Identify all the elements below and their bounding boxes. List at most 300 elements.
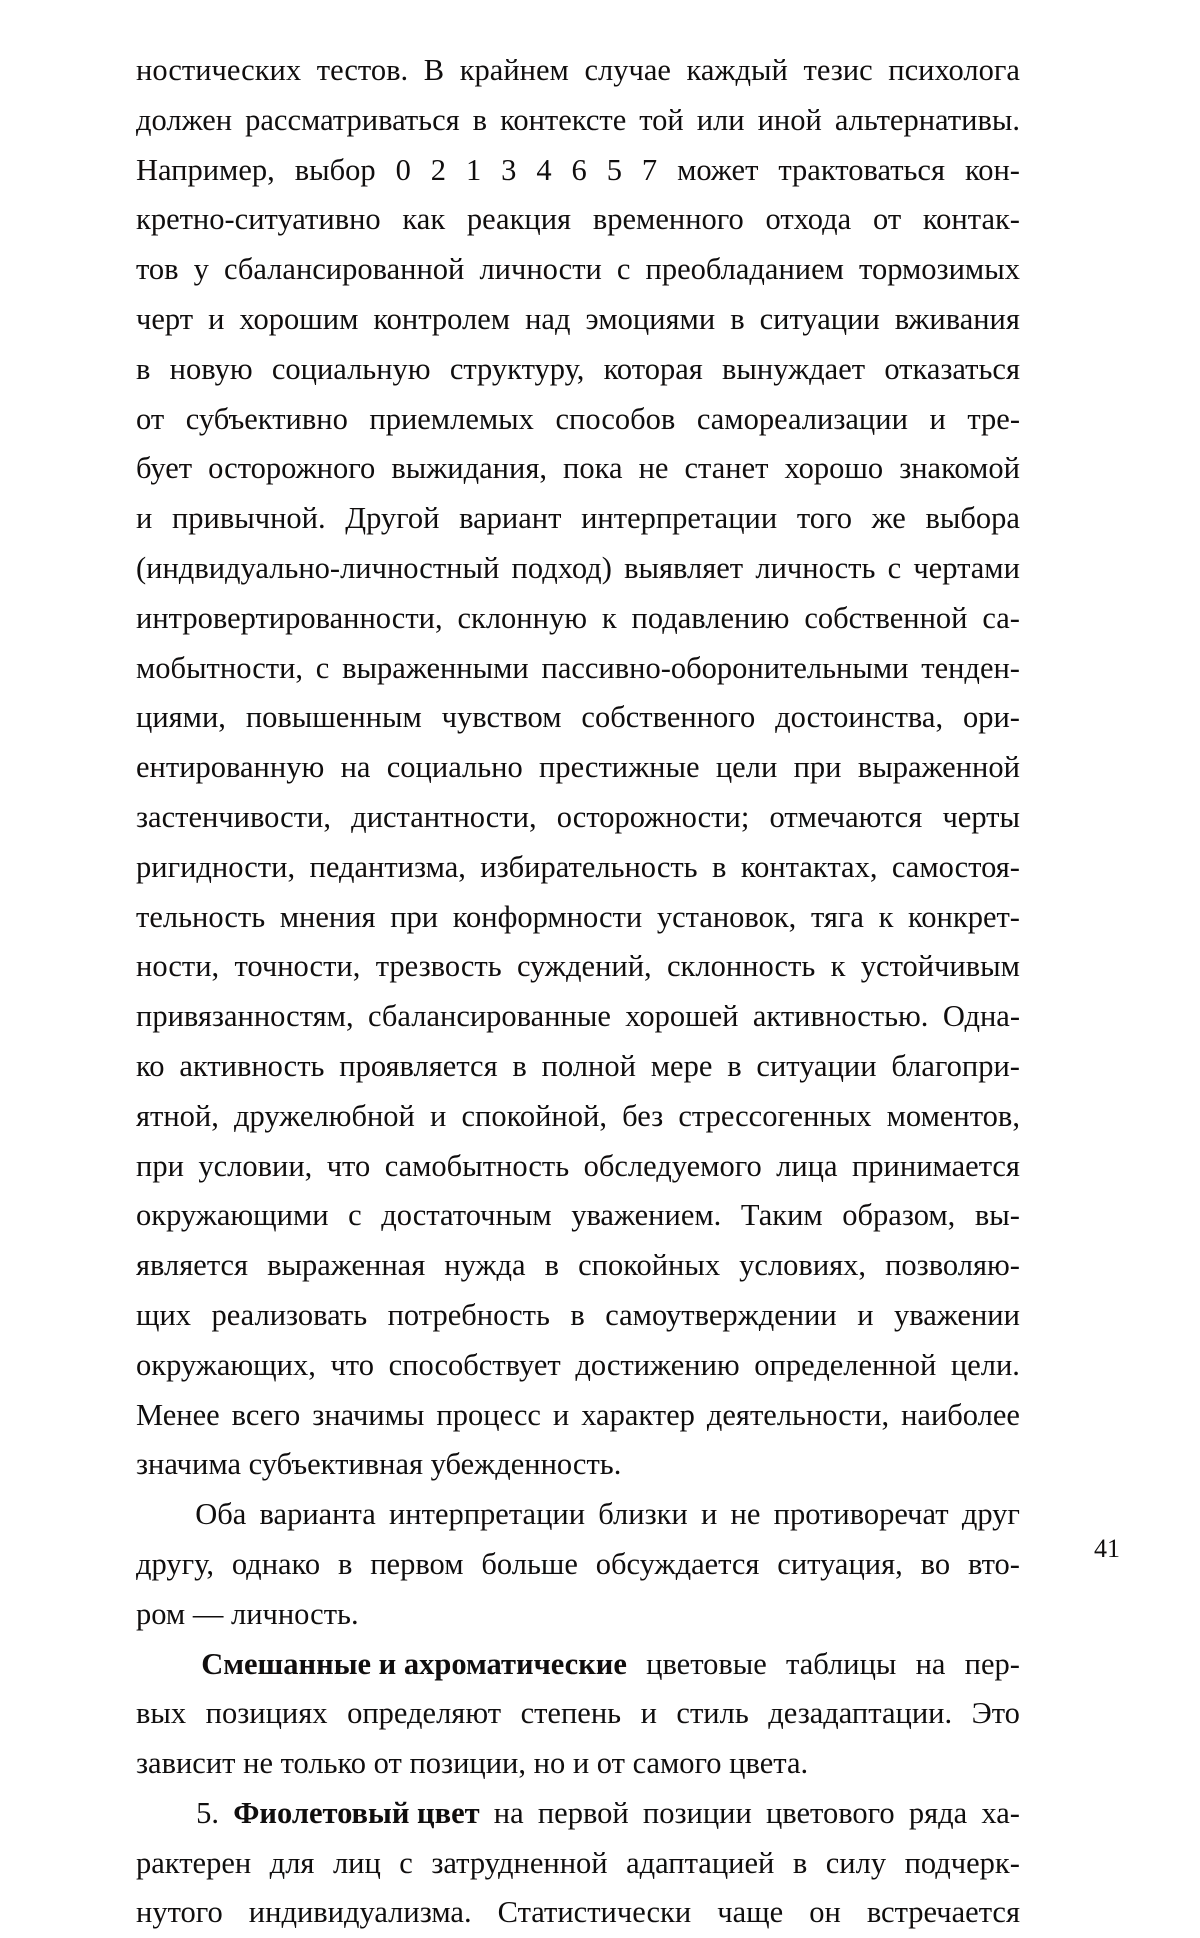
- word: и: [929, 401, 946, 436]
- word: 5: [606, 152, 622, 187]
- word: 6: [571, 152, 587, 187]
- word: Это: [971, 1696, 1020, 1731]
- text-line: [136, 793, 1020, 843]
- word: самостоя-: [891, 849, 1020, 884]
- word: спокойных: [578, 1248, 721, 1283]
- word: 1: [465, 152, 482, 187]
- word: престижные: [539, 750, 700, 785]
- word: рассматриваться: [245, 102, 460, 137]
- word: тов: [136, 252, 179, 287]
- text-line: [136, 544, 1020, 594]
- line-text: значима субъективная убежденность.: [136, 1447, 622, 1482]
- word: при: [136, 1148, 184, 1183]
- word: позициях: [205, 1696, 328, 1731]
- word: дружелюбной: [234, 1098, 415, 1133]
- word: может: [677, 152, 759, 187]
- word: вы-: [974, 1198, 1020, 1233]
- word: и: [430, 1098, 447, 1133]
- word: тре-: [967, 401, 1020, 436]
- word: степень: [520, 1696, 622, 1731]
- word: 3: [501, 152, 517, 187]
- word: цели.: [950, 1347, 1020, 1382]
- word: бует: [136, 451, 193, 486]
- word: позволяю-: [885, 1248, 1020, 1283]
- word: устойчивым: [860, 949, 1020, 984]
- word: 4: [536, 152, 552, 187]
- word: приемлемых: [369, 401, 534, 436]
- word: затрудненной: [431, 1845, 608, 1880]
- word: стрессогенных: [678, 1098, 872, 1133]
- word: собственного: [581, 700, 756, 735]
- word: пер-: [964, 1646, 1020, 1681]
- paragraph: [136, 46, 1020, 1490]
- word: чувством: [441, 700, 562, 735]
- word: потребность: [387, 1297, 550, 1332]
- word: цветовые: [646, 1646, 767, 1681]
- word: рактерен: [136, 1845, 252, 1880]
- word: проявляется: [339, 1048, 498, 1083]
- word: контролем: [373, 301, 511, 336]
- word: в: [727, 1048, 742, 1083]
- word: преобладанием: [645, 252, 844, 287]
- word: больше: [481, 1546, 578, 1581]
- word: ори-: [962, 700, 1020, 735]
- word: которая: [603, 351, 703, 386]
- list-number: 5.: [196, 1795, 220, 1830]
- word: лиц: [332, 1845, 381, 1880]
- word: мнения: [279, 899, 376, 934]
- word: кон-: [964, 152, 1020, 187]
- word: на: [915, 1646, 946, 1681]
- word: окружающих,: [136, 1347, 316, 1382]
- word: в: [472, 102, 488, 137]
- word: Одна-: [942, 999, 1020, 1034]
- word: чертами: [913, 550, 1020, 585]
- word: отмечаются: [769, 799, 923, 834]
- word: достоинства,: [775, 700, 944, 735]
- word: той: [639, 102, 684, 137]
- word: что: [330, 1347, 374, 1382]
- word: условии,: [198, 1148, 313, 1183]
- word: полной: [541, 1048, 636, 1083]
- word: хорошим: [239, 301, 359, 336]
- word: кретно-ситуативно: [136, 202, 381, 237]
- text-line: [136, 444, 1020, 494]
- word: условиях,: [739, 1248, 867, 1283]
- paragraph-indent: [136, 1789, 182, 1839]
- word: подавлению: [631, 600, 790, 635]
- word: тестов.: [316, 53, 409, 87]
- word: достижению: [575, 1347, 740, 1382]
- word: принимается: [851, 1148, 1020, 1183]
- word: первой: [537, 1795, 629, 1830]
- word: с: [399, 1845, 413, 1880]
- word: близки: [598, 1497, 688, 1532]
- text-line: [136, 1540, 1020, 1590]
- text-line: [136, 1789, 1020, 1839]
- word: дистантности,: [351, 799, 537, 834]
- word: стиль: [676, 1696, 749, 1731]
- word: трактоваться: [778, 152, 945, 187]
- word: Другой: [345, 501, 440, 536]
- word: привязанностям,: [136, 999, 354, 1034]
- word: ригидности,: [136, 849, 296, 884]
- word: точности,: [234, 949, 361, 984]
- word: подход): [511, 550, 612, 585]
- word: самоутверждении: [605, 1297, 837, 1332]
- word: же: [871, 501, 906, 536]
- word: ситуация,: [777, 1546, 903, 1581]
- word: мере: [650, 1048, 713, 1083]
- word: сбалансированные: [368, 999, 611, 1034]
- word: склонную: [457, 600, 587, 635]
- word: окружающими: [136, 1198, 329, 1233]
- word: ситуации: [756, 1048, 877, 1083]
- text-line: [136, 96, 1020, 146]
- word: хорошо: [784, 451, 884, 486]
- word: циями,: [136, 700, 226, 735]
- word: в: [792, 1845, 808, 1880]
- word: является: [136, 1248, 249, 1283]
- word: избирательность: [480, 849, 698, 884]
- word: в: [136, 351, 151, 386]
- word: вых: [136, 1696, 187, 1731]
- word: подчерк-: [904, 1845, 1020, 1880]
- word: крайнем: [459, 53, 569, 87]
- word: структуру,: [449, 351, 585, 386]
- word: иной: [757, 102, 822, 137]
- word: знакомой: [899, 451, 1020, 486]
- word: выбор: [294, 152, 376, 187]
- word: выявляет: [624, 550, 744, 585]
- word: активностью.: [752, 999, 929, 1034]
- word: обследуемого: [583, 1148, 762, 1183]
- paragraph: [136, 1490, 1020, 1639]
- word: позиции: [642, 1795, 752, 1830]
- text-line: [136, 146, 1020, 196]
- word: к: [878, 899, 894, 934]
- line-text: ром — личность.: [136, 1596, 359, 1631]
- word: осторожного: [208, 451, 376, 486]
- word: пассивно-оборонительными: [541, 650, 909, 685]
- text-line: [136, 245, 1020, 295]
- paragraph: [136, 1640, 1020, 1789]
- word: активность: [179, 1048, 325, 1083]
- text-line: [136, 1391, 1020, 1441]
- word: 2: [430, 152, 447, 187]
- word: отхода: [765, 202, 852, 237]
- word: отказаться: [884, 351, 1020, 386]
- word: к: [601, 600, 617, 635]
- word: социальную: [271, 351, 431, 386]
- word: Менее: [136, 1397, 220, 1432]
- word: достаточным: [381, 1198, 552, 1233]
- word: в: [544, 1248, 560, 1283]
- word: личности: [479, 252, 602, 287]
- text-line: [136, 1839, 1020, 1889]
- bold-lead-in: Фиолетовый цвет: [233, 1795, 480, 1830]
- text-line: [136, 843, 1020, 893]
- text-line: [136, 1291, 1020, 1341]
- text-line: [136, 494, 1020, 544]
- word: лица: [776, 1148, 838, 1183]
- text-line: [136, 1440, 1020, 1490]
- word: значимы: [312, 1397, 425, 1432]
- word: эмоциями: [585, 301, 716, 336]
- word: вариант: [459, 501, 562, 536]
- word: на: [493, 1795, 524, 1830]
- word: интерпретации: [388, 1497, 586, 1532]
- word: контактах,: [740, 849, 878, 884]
- word: (индвидуально-личностный: [136, 550, 500, 585]
- paragraph: [136, 1789, 1020, 1938]
- word: ко: [136, 1048, 165, 1083]
- word: варианта: [259, 1497, 376, 1532]
- word: собственной: [804, 600, 968, 635]
- word: от: [136, 401, 165, 436]
- body-text-column: [136, 46, 1020, 1938]
- word: процесс: [436, 1397, 541, 1432]
- word: адаптацией: [626, 1845, 775, 1880]
- word: интерпретации: [581, 501, 778, 536]
- word: повышенным: [245, 700, 422, 735]
- word: у: [193, 252, 209, 287]
- word: наиболее: [901, 1397, 1020, 1432]
- word: ностических: [136, 53, 302, 87]
- word: случае: [584, 53, 671, 87]
- word: и: [857, 1297, 874, 1332]
- word: установок,: [656, 899, 797, 934]
- text-line: [136, 1191, 1020, 1241]
- word: Таким: [740, 1198, 823, 1233]
- word: конформности: [452, 899, 643, 934]
- word: уважением.: [571, 1198, 722, 1233]
- word: каждый: [686, 53, 788, 87]
- word: ентированную: [136, 750, 325, 785]
- text-line: [136, 644, 1020, 694]
- word: новую: [169, 351, 253, 386]
- word: выраженной: [857, 750, 1020, 785]
- word: пока: [563, 451, 623, 486]
- word: чаще: [717, 1895, 784, 1930]
- word: друг: [961, 1497, 1020, 1532]
- word: при: [793, 750, 842, 785]
- word: интровертированности,: [136, 600, 443, 635]
- word: всего: [231, 1397, 301, 1432]
- word: на: [340, 750, 371, 785]
- word: конкрет-: [908, 899, 1020, 934]
- word: выжидания,: [391, 451, 547, 486]
- word: должен: [136, 102, 233, 137]
- word: обсуждается: [595, 1546, 760, 1581]
- word: ситуации: [759, 301, 880, 336]
- word: другу,: [136, 1546, 214, 1581]
- word: первом: [370, 1546, 464, 1581]
- word: над: [525, 301, 571, 336]
- text-line: [136, 942, 1020, 992]
- word: мобытности,: [136, 650, 304, 685]
- word: без: [622, 1098, 664, 1133]
- word: педантизма,: [309, 849, 466, 884]
- bold-lead-in: Смешанные и ахроматические: [201, 1646, 627, 1681]
- text-line: [136, 1739, 1020, 1789]
- text-line: [136, 1092, 1020, 1142]
- word: определенной: [754, 1347, 937, 1382]
- word: ности,: [136, 949, 220, 984]
- word: контак-: [922, 202, 1020, 237]
- word: встречается: [866, 1895, 1020, 1930]
- word: самобытность: [384, 1148, 570, 1183]
- word: в: [512, 1048, 527, 1083]
- word: склонность: [667, 949, 816, 984]
- word: суждений,: [516, 949, 652, 984]
- word: выбора: [925, 501, 1020, 536]
- word: временного: [592, 202, 744, 237]
- word: 0: [395, 152, 411, 187]
- word: спокойной,: [461, 1098, 607, 1133]
- word: трезвость: [375, 949, 502, 984]
- word: не: [730, 1497, 761, 1532]
- word: застенчивости,: [136, 799, 331, 834]
- word: индивидуализма.: [248, 1895, 472, 1930]
- word: в: [570, 1297, 585, 1332]
- word: таблицы: [786, 1646, 897, 1681]
- word: хорошей: [625, 999, 739, 1034]
- word: образом,: [842, 1198, 956, 1233]
- text-line: [136, 1640, 1020, 1690]
- word: цели: [715, 750, 778, 785]
- word: социально: [386, 750, 523, 785]
- word: для: [269, 1845, 315, 1880]
- word: тяга: [810, 899, 864, 934]
- word: 7: [641, 152, 658, 187]
- word: с: [348, 1198, 362, 1233]
- word: он: [809, 1895, 841, 1930]
- word: характер: [581, 1397, 695, 1432]
- word: личность: [755, 550, 876, 585]
- word: от: [872, 202, 902, 237]
- word: и: [552, 1397, 570, 1432]
- word: контексте: [500, 102, 627, 137]
- word: и: [640, 1696, 657, 1731]
- word: способов: [555, 401, 676, 436]
- text-line: [136, 1490, 1020, 1540]
- word: при: [390, 899, 439, 934]
- word: субъективно: [185, 401, 348, 436]
- word: нутого: [136, 1895, 223, 1930]
- word: нужда: [444, 1248, 526, 1283]
- word: того: [796, 501, 852, 536]
- page-number: 41: [1094, 1534, 1120, 1563]
- word: и: [208, 301, 225, 336]
- word: цветового: [765, 1795, 895, 1830]
- word: или: [696, 102, 745, 137]
- text-line: [136, 1689, 1020, 1739]
- word: силу: [825, 1845, 887, 1880]
- text-line: [136, 195, 1020, 245]
- word: уважении: [893, 1297, 1020, 1332]
- word: в: [337, 1546, 353, 1581]
- word: к: [830, 949, 846, 984]
- word: с: [315, 650, 330, 685]
- word: тормозимых: [859, 252, 1020, 287]
- paragraph-indent: [136, 1490, 182, 1540]
- word: альтернативы.: [834, 102, 1020, 137]
- word: черты: [942, 799, 1020, 834]
- word: тельность: [136, 899, 266, 934]
- paragraph-indent: [136, 1640, 182, 1690]
- word: с: [887, 550, 902, 585]
- word: дезадаптации.: [768, 1696, 953, 1731]
- text-line: [136, 743, 1020, 793]
- word: что: [326, 1148, 371, 1183]
- word: благопри-: [891, 1048, 1020, 1083]
- text-line: [136, 395, 1020, 445]
- word: привычной.: [171, 501, 326, 536]
- word: вынуждает: [722, 351, 866, 386]
- word: сбалансированной: [223, 252, 465, 287]
- word: ятной,: [136, 1098, 219, 1133]
- word: реализовать: [211, 1297, 368, 1332]
- word: в: [712, 849, 727, 884]
- word: вто-: [967, 1546, 1020, 1581]
- word: моментов,: [886, 1098, 1020, 1133]
- text-line: [136, 1888, 1020, 1938]
- word: вживания: [894, 301, 1020, 336]
- text-line: [136, 46, 1020, 96]
- word: деятельности,: [706, 1397, 890, 1432]
- word: тенден-: [921, 650, 1020, 685]
- text-line: [136, 1241, 1020, 1291]
- word: Статистически: [497, 1895, 692, 1930]
- text-line: [136, 1042, 1020, 1092]
- word: станет: [684, 451, 769, 486]
- text-line: [136, 693, 1020, 743]
- word: реакция: [466, 202, 572, 237]
- word: и: [136, 501, 153, 536]
- word: черт: [136, 301, 194, 336]
- word: противоречат: [773, 1497, 949, 1532]
- word: осторожности;: [556, 799, 750, 834]
- word: с: [616, 252, 631, 287]
- word: во: [920, 1546, 951, 1581]
- word: самореализации: [696, 401, 908, 436]
- word: В: [423, 53, 445, 87]
- word: и: [700, 1497, 718, 1532]
- word: ха-: [981, 1795, 1020, 1830]
- line-text: зависит не только от позиции, но и от самого цвета.: [136, 1746, 809, 1781]
- text-line: [136, 594, 1020, 644]
- word: ряда: [908, 1795, 968, 1830]
- text-line: [136, 295, 1020, 345]
- word: са-: [982, 600, 1020, 635]
- text-line: [136, 1341, 1020, 1391]
- word: в: [730, 301, 745, 336]
- word: Оба: [195, 1497, 247, 1532]
- text-line: [136, 345, 1020, 395]
- word: выраженными: [342, 650, 529, 685]
- word: не: [638, 451, 669, 486]
- word: способствует: [388, 1347, 561, 1382]
- word: Например,: [136, 152, 275, 187]
- word: выраженная: [267, 1248, 426, 1283]
- word: щих: [136, 1297, 192, 1332]
- text-line: [136, 1590, 1020, 1640]
- text-line: [136, 1142, 1020, 1192]
- word: определяют: [347, 1696, 502, 1731]
- word: как: [402, 202, 446, 237]
- text-line: [136, 893, 1020, 943]
